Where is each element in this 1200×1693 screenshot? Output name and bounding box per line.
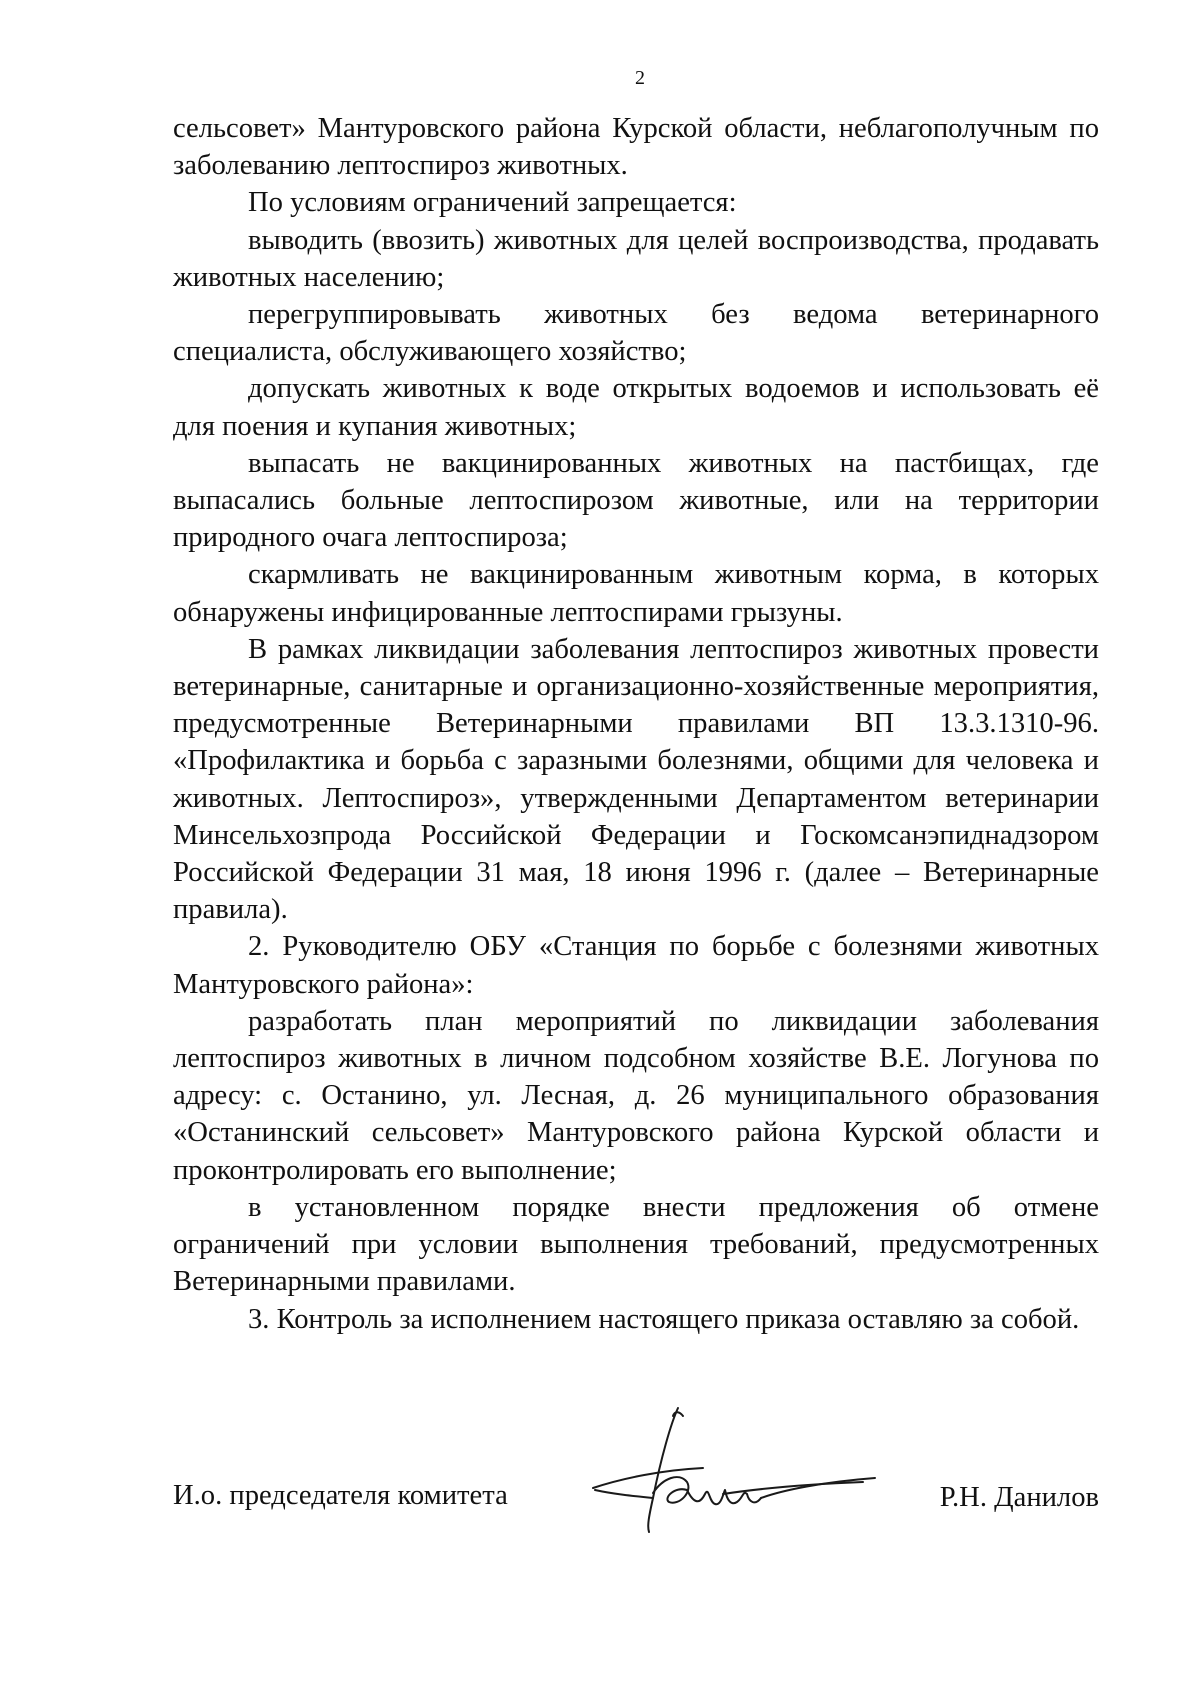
handwritten-signature-icon: [583, 1398, 883, 1538]
paragraph: выводить (ввозить) животных для целей воспроизводства, продавать животных населению;: [173, 224, 1099, 293]
paragraph: разработать план мероприятий по ликвидации заболевания лептоспироз животных в личном подсобном хозяйстве В.Е. Логунова по адресу: с. Останино, ул. Лесная, д. 26 муниципального образования «Останинский сельсовет» Мантуровского района Курской области и проконтролировать его выполнение;: [173, 1005, 1099, 1186]
paragraph: По условиям ограничений запрещается:: [248, 187, 737, 219]
paragraph: в установленном порядке внести предложения об отмене ограничений при условии выполнения требований, предусмотренных Ветеринарными правилами.: [173, 1191, 1099, 1298]
signatory-position: И.о. председателя комитета: [173, 1480, 508, 1511]
paragraph: допускать животных к воде открытых водоемов и использовать её для поения и купания животных;: [173, 373, 1099, 442]
paragraph: В рамках ликвидации заболевания лептоспироз животных провести ветеринарные, санитарные и организационно-хозяйственные мероприятия, предусмотренные Ветеринарными правилами ВП 13.3.1310-96. «Профилактика и борьба с заразными болезнями, общими для человека и животных. Лептоспироз», утвержденными Департаментом ветеринарии Минсельхозпрода Российской Федерации и Госкомсанэпиднадзором Российской Федерации 31 мая, 18 июня 1996 г. (далее – Ветеринарные правила).: [173, 633, 1099, 926]
paragraph: 3. Контроль за исполнением настоящего приказа оставляю за собой.: [248, 1303, 1080, 1335]
paragraph: перегруппировывать животных без ведома ветеринарного специалиста, обслуживающего хозяйство;: [173, 299, 1099, 368]
document-body: [173, 110, 1099, 1338]
page-number: 2: [635, 67, 645, 89]
paragraph: скармливать не вакцинированным животным корма, в которых обнаружены инфицированные лептоспирами грызуны.: [173, 559, 1099, 628]
paragraph: сельсовет» Мантуровского района Курской области, неблагополучным по заболеванию лептоспироз животных.: [173, 113, 1099, 182]
signatory-name: Р.Н. Данилов: [939, 1482, 1099, 1513]
signature-block: [173, 1470, 1099, 1530]
paragraph: выпасать не вакцинированных животных на пастбищах, где выпасались больные лептоспирозом животные, или на территории природного очага лептоспироза;: [173, 447, 1099, 554]
paragraph: 2. Руководителю ОБУ «Станция по борьбе с болезнями животных Мантуровского района»:: [173, 931, 1099, 1000]
